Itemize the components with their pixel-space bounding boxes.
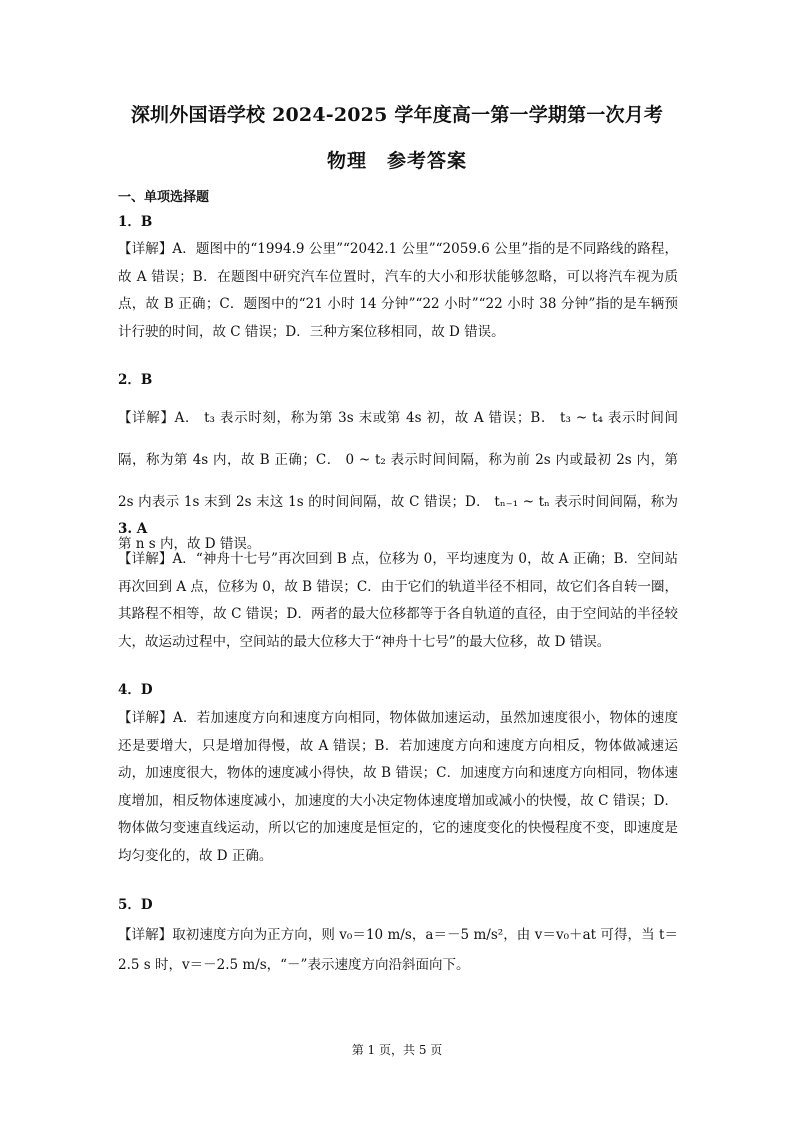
answer-1-explanation: 【详解】A．题图中的“1994.9 公里”“2042.1 公里”“2059.6 公里”指的是不同路线的路程，故 A 错误；B．在题图中研究汽车位置时，汽车的大小和形状能够忽略，可以将汽车视为质点，故 B 正确；C．题图中的“21 小时 14 分钟”“22 小时”“22 小时 38 分钟”指的是车辆预计行驶的时间，故 C 错误；D．三种方案位移相同，故 D 错误。 xyxy=(118,241,678,340)
document-title: 深圳外国语学校 2024-2025 学年度高一第一学期第一次月考 xyxy=(130,104,664,126)
page-footer: 第 1 页，共 5 页 xyxy=(351,1043,443,1057)
answer-5-explanation: 【详解】取初速度方向为正方向，则 v₀＝10 m/s，a＝－5 m/s²，由 v＝v₀＋at 可得，当 t＝2.5 s 时，v＝－2.5 m/s，“－”表示速度方向沿斜面向下。 xyxy=(118,927,678,973)
answer-2-number: 2．B xyxy=(118,372,153,388)
answer-3-explanation: 【详解】A．“神舟十七号”再次回到 B 点，位移为 0，平均速度为 0，故 A 正确；B．空间站再次回到 A 点，位移为 0，故 B 错误；C．由于它们的轨道半径不相同，故它们各自转一圈，其路程不相等，故 C 错误；D．两者的最大位移都等于各自轨道的直径，由于空间站的半径较大，故运动过程中，空间站的最大位移大于“神舟十七号”的最大位移，故 D 错误。 xyxy=(118,551,678,650)
answer-2-explanation: 【详解】A． t₃ 表示时刻，称为第 3s 末或第 4s 初，故 A 错误；B． t₃ ~ t₄ 表示时间间隔，称为第 4s 内，故 B 正确；C． 0 ~ t₂ 表示时间间隔，称为前 2s 内或最初 2s 内，第 2s 内表示 1s 末到 2s 末这 1s 的时间间隔，故 C 错误；D． tₙ₋₁ ~ tₙ 表示时间间隔，称为第 n s 内，故 D 错误。 xyxy=(118,410,678,552)
answer-3-number: 3. A xyxy=(118,521,148,537)
section-heading: 一、单项选择题 xyxy=(118,190,210,205)
document-subtitle: 物理 参考答案 xyxy=(326,150,467,172)
answer-4-explanation: 【详解】A．若加速度方向和速度方向相同，物体做加速运动，虽然加速度很小，物体的速度还是要增大，只是增加得慢，故 A 错误；B．若加速度方向和速度方向相反，物体做减速运动，加速度很大，物体的速度减小得快，故 B 错误；C．加速度方向和速度方向相同，物体速度增加，相反物体速度减小，加速度的大小决定物体速度增加或减小的快慢，故 C 错误；D．物体做匀变速直线运动，所以它的加速度是恒定的，它的速度变化的快慢程度不变，即速度是均匀变化的，故 D 正确。 xyxy=(118,710,678,864)
answer-5-number: 5．D xyxy=(118,897,153,913)
answer-1-number: 1．B xyxy=(118,214,153,230)
answer-4-number: 4．D xyxy=(118,682,153,698)
